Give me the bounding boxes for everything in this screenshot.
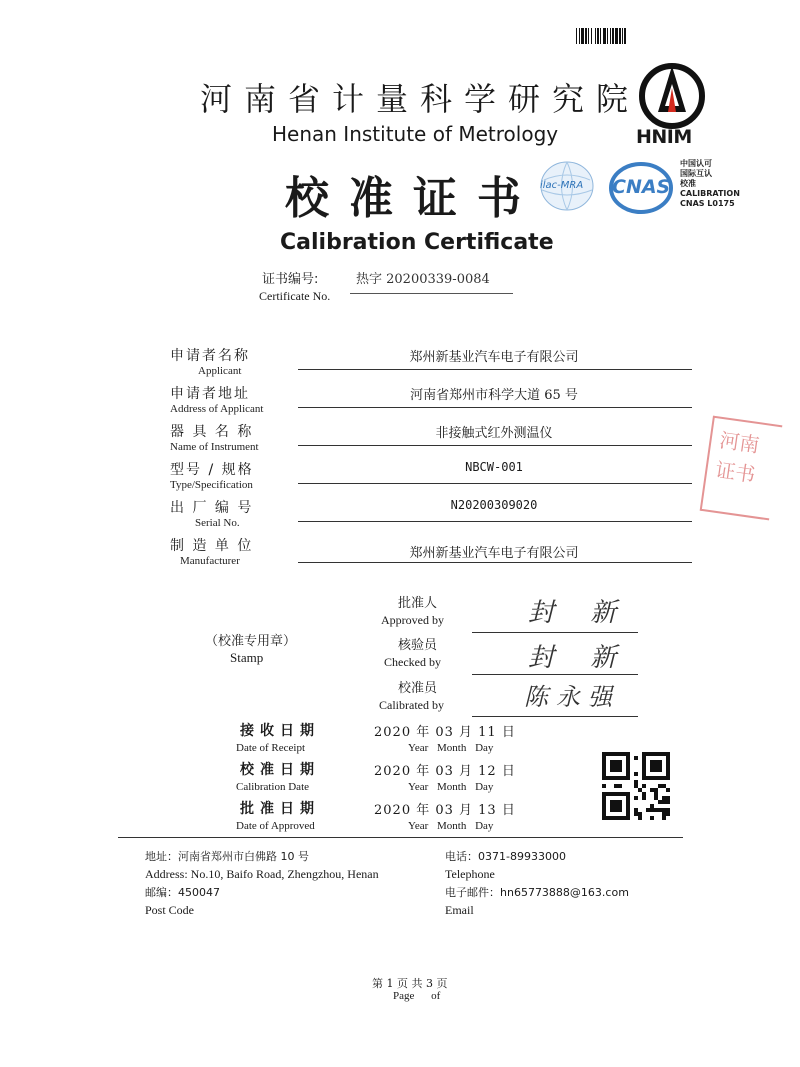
barcode-bar bbox=[624, 28, 626, 44]
footer-email-cn: 电子邮件：hn65773888@163.com bbox=[445, 886, 629, 899]
barcode-bar bbox=[619, 28, 621, 44]
qr-module bbox=[610, 800, 622, 812]
cnas-caption-line: CNAS L0175 bbox=[680, 199, 735, 208]
barcode-bar bbox=[600, 28, 601, 44]
receipt-date-ymd: Year Month Day bbox=[408, 742, 494, 754]
qr-module bbox=[634, 784, 638, 788]
qr-module bbox=[634, 772, 638, 776]
qr-module bbox=[662, 800, 666, 804]
calibrated-by-underline bbox=[472, 716, 638, 717]
applicant-underline bbox=[298, 369, 692, 370]
instrument-value: 非接触式红外测温仪 bbox=[435, 426, 553, 441]
serial-underline bbox=[298, 521, 692, 522]
qr-module bbox=[634, 780, 638, 784]
qr-module bbox=[666, 788, 670, 792]
checked-by-label-cn: 核验员 bbox=[398, 638, 438, 653]
approved-by-underline bbox=[472, 632, 638, 633]
barcode-bar bbox=[610, 28, 611, 44]
address-label-en: Address of Applicant bbox=[170, 403, 264, 415]
barcode-bar bbox=[622, 28, 623, 44]
cnas-caption-line: 中国认可 bbox=[680, 159, 712, 168]
barcode bbox=[576, 28, 654, 44]
hnim-logo-text: HNIM bbox=[636, 126, 692, 148]
institute-name-cn: 河南省计量科学研究院 bbox=[200, 80, 641, 118]
manufacturer-value: 郑州新基业汽车电子有限公司 bbox=[409, 546, 579, 561]
ilac-mra-logo bbox=[538, 160, 596, 212]
footer-phone-cn: 电话：0371-89933000 bbox=[445, 850, 566, 863]
qr-module bbox=[666, 800, 670, 804]
qr-module bbox=[638, 812, 642, 816]
certificate-no-label-cn: 证书编号: bbox=[262, 272, 319, 287]
instrument-label-cn: 器 具 名 称 bbox=[170, 424, 254, 440]
cnas-logo bbox=[608, 162, 674, 214]
qr-module bbox=[654, 788, 658, 792]
calibration-date-label-cn: 校准日期 bbox=[240, 762, 320, 778]
checked-by-label-en: Checked by bbox=[384, 655, 441, 669]
qr-module bbox=[646, 808, 650, 812]
qr-module bbox=[662, 816, 666, 820]
type-underline bbox=[298, 483, 692, 484]
qr-module bbox=[638, 788, 642, 792]
qr-module bbox=[642, 796, 646, 800]
calibrator-signature: 陈永强 bbox=[524, 683, 620, 711]
type-label-en: Type/Specification bbox=[170, 479, 253, 491]
calibrated-by-label-cn: 校准员 bbox=[398, 681, 438, 696]
qr-module bbox=[658, 808, 662, 812]
barcode-bar bbox=[595, 28, 596, 44]
page-number-cn: 第 1 页 共 3 页 bbox=[372, 977, 448, 990]
cnas-logo-text: CNAS bbox=[612, 176, 671, 198]
barcode-bar bbox=[603, 28, 606, 44]
seal-text: 河南 bbox=[718, 427, 762, 458]
barcode-bar bbox=[576, 28, 577, 44]
serial-label-en: Serial No. bbox=[195, 517, 240, 529]
cnas-caption-line: 校准 bbox=[680, 179, 696, 188]
barcode-bar bbox=[581, 28, 584, 44]
qr-module bbox=[658, 784, 662, 788]
qr-module bbox=[650, 788, 654, 792]
seal-text: 证书 bbox=[713, 457, 757, 487]
qr-code bbox=[602, 752, 670, 820]
cnas-caption-line: CALIBRATION bbox=[680, 189, 740, 198]
barcode-bar bbox=[591, 28, 592, 44]
cnas-caption bbox=[680, 159, 740, 209]
footer-address-en: Address: No.10, Baifo Road, Zhengzhou, Henan bbox=[145, 867, 379, 881]
address-underline bbox=[298, 407, 692, 408]
serial-value: N20200309020 bbox=[450, 498, 538, 512]
receipt-date-label-cn: 接收日期 bbox=[240, 723, 320, 739]
footer-email-en: Email bbox=[445, 903, 474, 917]
applicant-label-cn: 申请者名称 bbox=[170, 348, 250, 364]
approval-date-label-cn: 批准日期 bbox=[240, 801, 320, 817]
qr-module bbox=[666, 796, 670, 800]
calibration-date-ymd: Year Month Day bbox=[408, 781, 494, 793]
certificate-no-value: 热字 20200339-0084 bbox=[356, 272, 490, 287]
qr-module bbox=[602, 784, 606, 788]
qr-module bbox=[634, 812, 638, 816]
official-seal-fragment bbox=[700, 416, 783, 521]
type-label-cn: 型号 / 规格 bbox=[170, 462, 254, 478]
calibrated-by-label-en: Calibrated by bbox=[379, 698, 444, 712]
footer-divider bbox=[118, 837, 683, 838]
instrument-underline bbox=[298, 445, 692, 446]
qr-module bbox=[666, 808, 670, 812]
qr-module bbox=[662, 812, 666, 816]
applicant-label-en: Applicant bbox=[198, 365, 242, 377]
manufacturer-underline bbox=[298, 562, 692, 563]
stamp-label-en: Stamp bbox=[230, 650, 264, 665]
qr-module bbox=[654, 792, 658, 796]
qr-module bbox=[650, 804, 654, 808]
certificate-title-cn: 校准证书 bbox=[285, 173, 541, 224]
qr-module bbox=[662, 808, 666, 812]
manufacturer-label-en: Manufacturer bbox=[180, 555, 240, 567]
calibration-date-label-en: Calibration Date bbox=[236, 781, 310, 793]
qr-module bbox=[662, 796, 666, 800]
serial-label-cn: 出 厂 编 号 bbox=[170, 500, 254, 516]
compass-icon bbox=[632, 62, 712, 132]
receipt-date-value: 2020 年 03 月 11 日 bbox=[374, 725, 516, 740]
approval-date-label-en: Date of Approved bbox=[236, 820, 315, 832]
qr-module bbox=[642, 784, 646, 788]
qr-module bbox=[650, 760, 662, 772]
page-number-en: Page of bbox=[393, 990, 441, 1002]
manufacturer-label-cn: 制 造 单 位 bbox=[170, 538, 254, 554]
hnim-logo bbox=[632, 62, 712, 152]
footer-address-cn: 地址：河南省郑州市白佛路 10 号 bbox=[145, 850, 309, 863]
barcode-bar bbox=[607, 28, 608, 44]
approved-by-label-en: Approved by bbox=[381, 613, 444, 627]
approval-date-value: 2020 年 03 月 13 日 bbox=[374, 803, 516, 818]
qr-module bbox=[666, 812, 670, 816]
checker-signature: 封 新 bbox=[528, 643, 631, 673]
qr-module bbox=[614, 784, 618, 788]
barcode-bar bbox=[615, 28, 618, 44]
certificate-no-label-en: Certificate No. bbox=[259, 289, 331, 303]
barcode-bar bbox=[588, 28, 589, 44]
footer-phone-en: Telephone bbox=[445, 867, 495, 881]
barcode-bar bbox=[579, 28, 580, 44]
address-label-cn: 申请者地址 bbox=[170, 386, 250, 402]
qr-module bbox=[654, 796, 658, 800]
instrument-label-en: Name of Instrument bbox=[170, 441, 259, 453]
qr-module bbox=[618, 784, 622, 788]
institute-name-en: Henan Institute of Metrology bbox=[272, 122, 559, 146]
receipt-date-label-en: Date of Receipt bbox=[236, 742, 306, 754]
certificate-title-en: Calibration Certificate bbox=[280, 230, 554, 255]
qr-module bbox=[654, 808, 658, 812]
qr-module bbox=[650, 816, 654, 820]
approval-date-ymd: Year Month Day bbox=[408, 820, 494, 832]
footer-postcode-cn: 邮编：450047 bbox=[145, 886, 220, 899]
qr-module bbox=[662, 784, 666, 788]
qr-module bbox=[650, 808, 654, 812]
qr-module bbox=[634, 796, 638, 800]
qr-module bbox=[658, 800, 662, 804]
cnas-caption-line: 国际互认 bbox=[680, 169, 712, 178]
footer-postcode-en: Post Code bbox=[145, 903, 195, 917]
type-value: NBCW-001 bbox=[465, 460, 523, 474]
address-value: 河南省郑州市科学大道 65 号 bbox=[410, 388, 578, 403]
qr-module bbox=[638, 816, 642, 820]
approved-by-label-cn: 批准人 bbox=[398, 596, 438, 611]
barcode-bar bbox=[612, 28, 614, 44]
qr-module bbox=[634, 756, 638, 760]
qr-module bbox=[610, 760, 622, 772]
ilac-logo-text: ilac-MRA bbox=[540, 180, 584, 191]
qr-module bbox=[642, 792, 646, 796]
checked-by-underline bbox=[472, 674, 638, 675]
qr-module bbox=[634, 808, 638, 812]
barcode-bar bbox=[585, 28, 587, 44]
certificate-no-underline bbox=[350, 293, 513, 294]
calibration-date-value: 2020 年 03 月 12 日 bbox=[374, 764, 516, 779]
approver-signature: 封 新 bbox=[528, 598, 631, 628]
barcode-bar bbox=[597, 28, 599, 44]
applicant-value: 郑州新基业汽车电子有限公司 bbox=[409, 350, 579, 365]
stamp-label-cn: （校准专用章） bbox=[205, 634, 297, 649]
